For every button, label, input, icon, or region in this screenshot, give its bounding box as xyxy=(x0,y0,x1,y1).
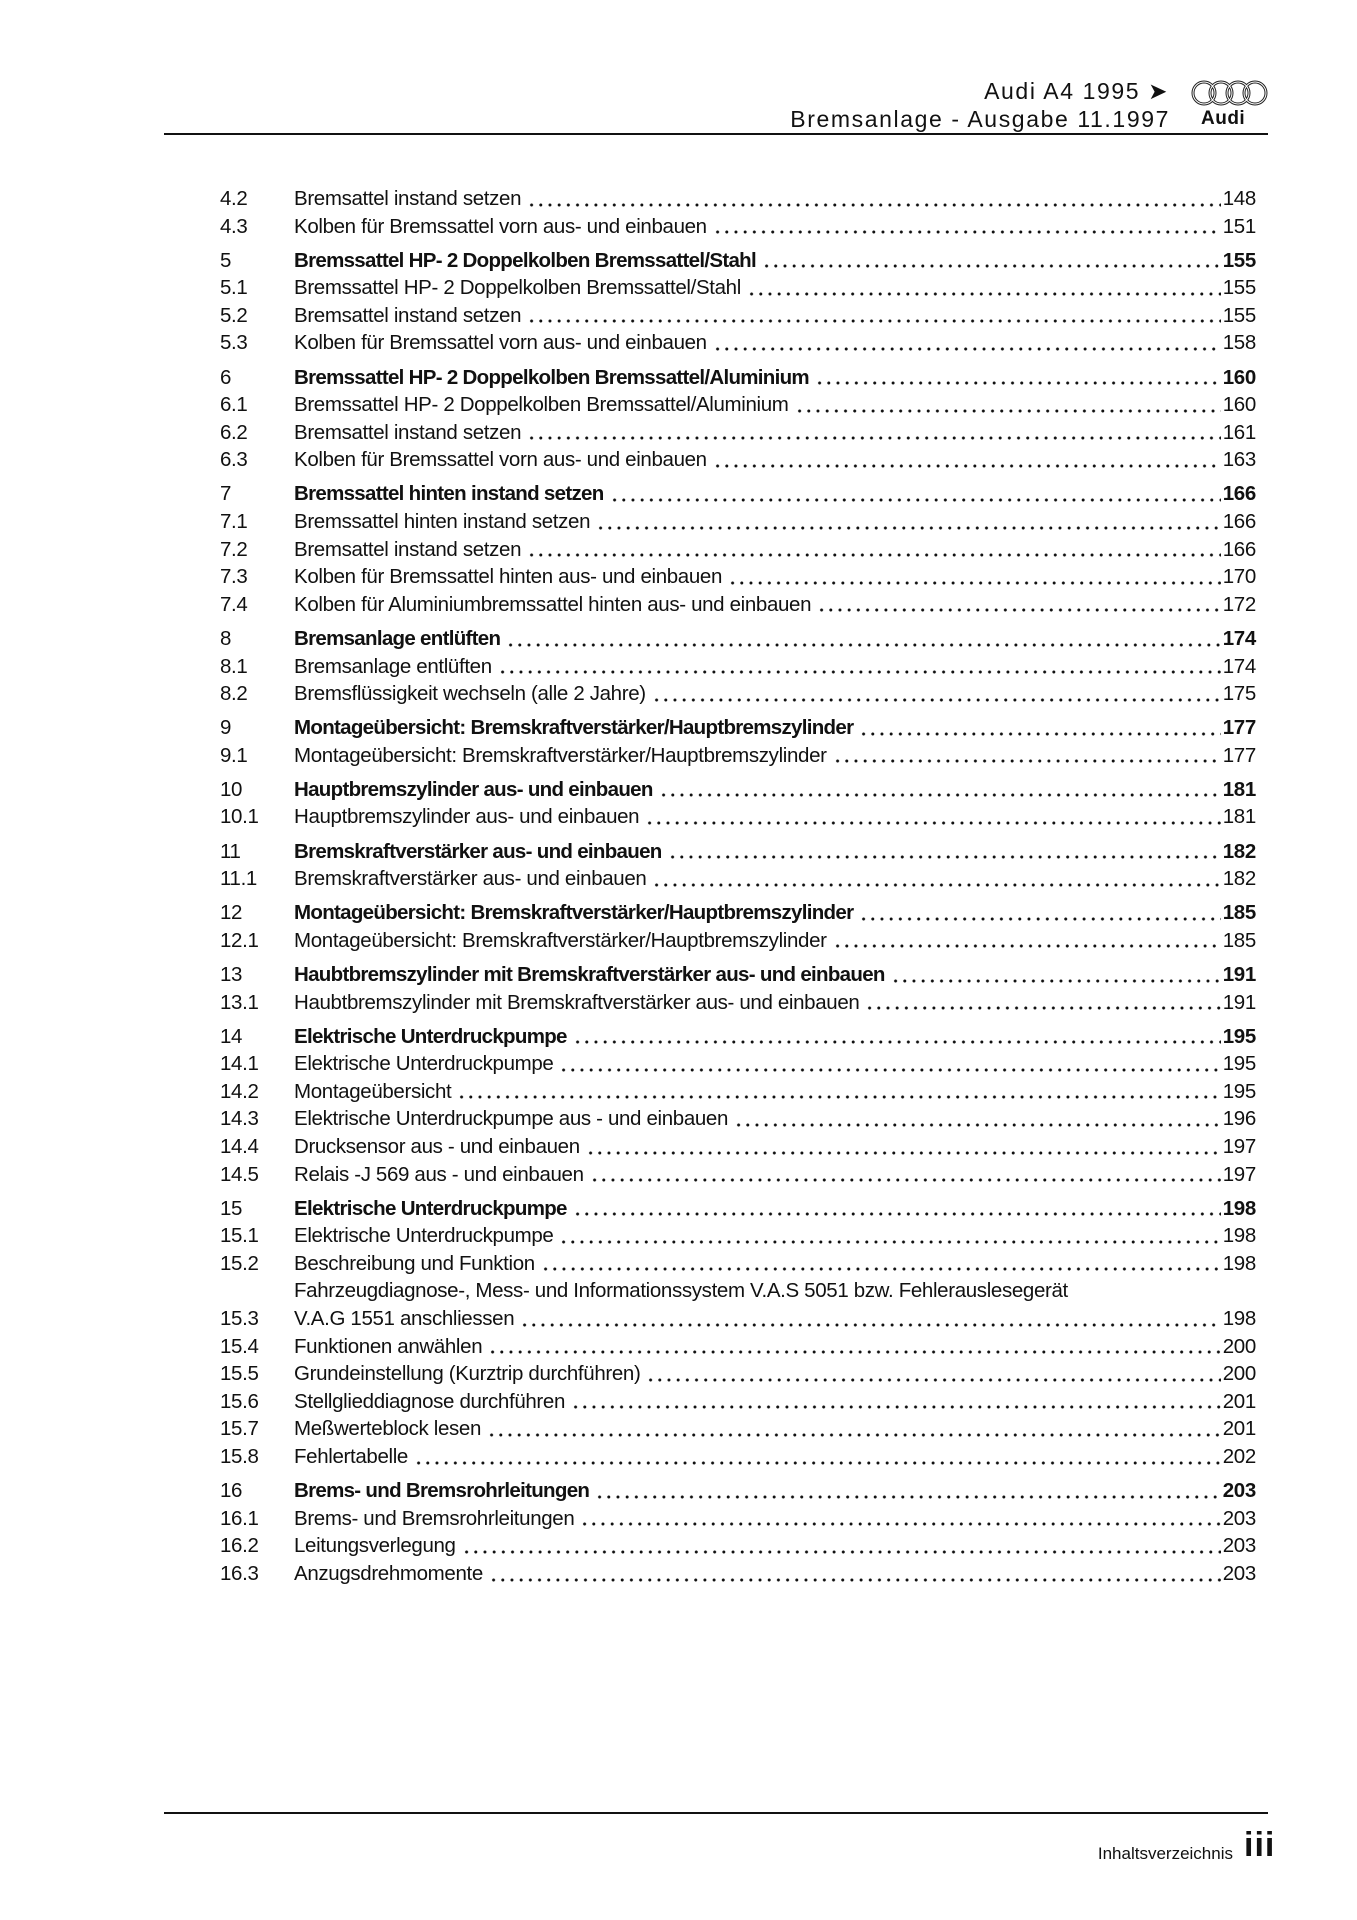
toc-title: Montageübersicht: Bremskraftverstärker/Hauptbremszylinder xyxy=(294,716,854,740)
footer-section: Inhaltsverzeichnis xyxy=(1097,1844,1233,1863)
toc-page: 195 xyxy=(1222,1079,1256,1103)
toc-title: Montageübersicht: Bremskraftverstärker/Hauptbremszylinder xyxy=(294,743,827,767)
toc-entry[interactable] xyxy=(220,989,1256,1017)
toc-number: 14.1 xyxy=(220,1052,259,1076)
toc-entry[interactable] xyxy=(220,508,1256,536)
dot-leader xyxy=(590,1161,1221,1189)
toc-title: Bremssattel hinten instand setzen xyxy=(294,510,591,534)
toc-title: Bremssattel HP- 2 Doppelkolben Bremssattel/Stahl xyxy=(294,248,756,272)
toc-number: 12 xyxy=(220,901,243,925)
toc-chapter[interactable] xyxy=(220,1195,1256,1223)
toc-title: Bremssattel hinten instand setzen xyxy=(294,482,604,506)
toc-number: 16.1 xyxy=(220,1506,259,1530)
toc-number: 6.2 xyxy=(220,420,248,444)
toc-page: 203 xyxy=(1222,1561,1256,1585)
dot-leader xyxy=(596,508,1221,536)
dot-leader xyxy=(573,1195,1221,1223)
toc-number: 15.4 xyxy=(220,1334,259,1358)
toc-title: Bremsanlage entlüften xyxy=(294,626,501,650)
toc-page: 202 xyxy=(1222,1445,1256,1469)
toc-entry[interactable] xyxy=(220,803,1256,831)
dot-leader xyxy=(573,1023,1221,1051)
toc-title: Fahrzeugdiagnose-, Mess- und Informationssystem V.A.S 5051 bzw. Fehlerauslesegerät xyxy=(294,1279,1068,1303)
toc-page: 195 xyxy=(1222,1052,1256,1076)
dot-leader xyxy=(457,1078,1220,1106)
toc-page: 181 xyxy=(1222,805,1256,829)
dot-leader xyxy=(865,989,1220,1017)
toc-number: 14.3 xyxy=(220,1107,259,1131)
toc-title: Kolben für Bremssattel vorn aus- und einbauen xyxy=(294,214,707,238)
dot-leader xyxy=(580,1505,1220,1533)
dot-leader xyxy=(520,1305,1220,1333)
dot-leader xyxy=(610,480,1221,508)
toc-number: 7.1 xyxy=(220,510,248,534)
toc-chapter[interactable] xyxy=(220,480,1256,508)
toc-page: 160 xyxy=(1222,365,1256,389)
toc-chapter[interactable] xyxy=(220,714,1256,742)
toc-page: 185 xyxy=(1222,928,1256,952)
toc-title: Beschreibung und Funktion xyxy=(294,1251,535,1275)
toc-entry[interactable] xyxy=(220,274,1256,302)
toc-entry[interactable] xyxy=(220,1505,1256,1533)
toc-page: 174 xyxy=(1222,654,1256,678)
toc-title: Meßwerteblock lesen xyxy=(294,1417,482,1441)
toc-number: 4.3 xyxy=(220,214,248,238)
toc-chapter[interactable] xyxy=(220,364,1256,392)
toc-title: Haubtbremszylinder mit Bremskraftverstärker aus- und einbauen xyxy=(294,990,860,1014)
dot-leader xyxy=(559,1050,1220,1078)
toc-page: 166 xyxy=(1222,510,1256,534)
toc-title: Leitungsverlegung xyxy=(294,1534,456,1558)
dot-leader xyxy=(559,1222,1220,1250)
toc-number: 6.3 xyxy=(220,448,248,472)
toc-page: 155 xyxy=(1222,276,1256,300)
toc-entry[interactable] xyxy=(220,213,1256,241)
toc-page: 166 xyxy=(1222,537,1256,561)
toc-number: 8.2 xyxy=(220,682,248,706)
header-subtitle: Bremsanlage - Ausgabe 11.1997 xyxy=(790,106,1170,132)
toc-page: 158 xyxy=(1222,331,1256,355)
toc-page: 175 xyxy=(1222,682,1256,706)
toc-page: 170 xyxy=(1222,565,1256,589)
footer-page-number: iii xyxy=(1244,1826,1276,1864)
toc-title: Bremssattel HP- 2 Doppelkolben Bremssattel/Aluminium xyxy=(294,365,809,389)
toc-title: Bremsattel instand setzen xyxy=(294,537,522,561)
toc-title: Elektrische Unterdruckpumpe xyxy=(294,1224,554,1248)
toc-title: Fehlertabelle xyxy=(294,1445,408,1469)
dot-leader xyxy=(668,838,1221,866)
toc-entry[interactable] xyxy=(220,391,1256,419)
toc-title: Montageübersicht xyxy=(294,1079,452,1103)
toc-number: 15.2 xyxy=(220,1251,259,1275)
dot-leader xyxy=(571,1388,1221,1416)
toc-number: 14 xyxy=(220,1024,243,1048)
toc-number: 6 xyxy=(220,365,232,389)
toc-entry[interactable] xyxy=(220,446,1256,474)
toc-title: Elektrische Unterdruckpumpe xyxy=(294,1024,567,1048)
toc-number: 7.4 xyxy=(220,592,248,616)
toc-number: 16.3 xyxy=(220,1561,259,1585)
toc-entry[interactable] xyxy=(220,1161,1256,1189)
toc-number: 15.5 xyxy=(220,1362,259,1386)
toc-title: Grundeinstellung (Kurztrip durchführen) xyxy=(294,1362,641,1386)
table-of-contents xyxy=(220,185,1256,1588)
dot-leader xyxy=(762,247,1221,275)
toc-number: 4.2 xyxy=(220,187,248,210)
toc-chapter[interactable] xyxy=(220,961,1256,989)
toc-page: 182 xyxy=(1222,867,1256,891)
audi-rings-logo xyxy=(1190,78,1270,108)
toc-number: 7 xyxy=(220,482,232,506)
toc-number: 15.7 xyxy=(220,1417,259,1441)
toc-page: 161 xyxy=(1222,420,1256,444)
toc-entry[interactable] xyxy=(220,1133,1256,1161)
toc-page: 201 xyxy=(1222,1389,1256,1413)
dot-leader xyxy=(891,961,1221,989)
toc-entry[interactable] xyxy=(220,185,1256,213)
toc-page: 198 xyxy=(1222,1224,1256,1248)
toc-page: 174 xyxy=(1222,626,1256,650)
toc-title: Bremsanlage entlüften xyxy=(294,654,492,678)
toc-page: 203 xyxy=(1222,1506,1256,1530)
audi-wordmark: Audi xyxy=(1201,108,1246,129)
toc-entry[interactable] xyxy=(220,1333,1256,1361)
dot-leader xyxy=(646,1360,1220,1388)
toc-page: 151 xyxy=(1222,214,1256,238)
toc-title: Bremskraftverstärker aus- und einbauen xyxy=(294,839,662,863)
toc-chapter[interactable] xyxy=(220,899,1256,927)
toc-chapter[interactable] xyxy=(220,1023,1256,1051)
toc-title: Bremskraftverstärker aus- und einbauen xyxy=(294,867,647,891)
dot-leader xyxy=(645,803,1220,831)
dot-leader xyxy=(595,1477,1220,1505)
toc-title: Elektrische Unterdruckpumpe xyxy=(294,1052,554,1076)
toc-number: 16.2 xyxy=(220,1534,259,1558)
toc-entry[interactable] xyxy=(220,742,1256,770)
toc-title: Anzugsdrehmomente xyxy=(294,1561,483,1585)
toc-number: 9.1 xyxy=(220,743,248,767)
dot-leader xyxy=(859,899,1220,927)
toc-number: 10.1 xyxy=(220,805,259,829)
dot-leader xyxy=(833,742,1221,770)
toc-page: 200 xyxy=(1222,1334,1256,1358)
dot-leader xyxy=(859,714,1220,742)
toc-title: Kolben für Aluminiumbremssattel hinten aus- und einbauen xyxy=(294,592,812,616)
toc-entry[interactable] xyxy=(220,1388,1256,1416)
toc-title: Drucksensor aus - und einbauen xyxy=(294,1135,580,1158)
toc-title: Bremsattel instand setzen xyxy=(294,303,522,327)
toc-title-continued: V.A.G 1551 anschliessen xyxy=(294,1307,515,1331)
toc-entry[interactable] xyxy=(220,419,1256,447)
toc-number: 14.2 xyxy=(220,1079,259,1103)
toc-number: 14.4 xyxy=(220,1135,259,1158)
toc-number: 11 xyxy=(220,839,241,863)
toc-chapter[interactable] xyxy=(220,838,1256,866)
toc-entry[interactable] xyxy=(220,680,1256,708)
toc-number: 15.8 xyxy=(220,1445,259,1469)
toc-page: 203 xyxy=(1222,1479,1256,1503)
toc-page: 200 xyxy=(1222,1362,1256,1386)
toc-chapter[interactable] xyxy=(220,776,1256,804)
toc-page: 198 xyxy=(1222,1307,1256,1331)
toc-title: Bremssattel HP- 2 Doppelkolben Bremssattel/Aluminium xyxy=(294,393,789,417)
toc-title: Hauptbremszylinder aus- und einbauen xyxy=(294,805,640,829)
toc-number: 11.1 xyxy=(220,867,257,891)
dot-leader xyxy=(652,680,1221,708)
toc-number: 5.1 xyxy=(220,276,248,300)
dot-leader xyxy=(498,653,1221,681)
toc-page: 185 xyxy=(1222,901,1256,925)
toc-title: Kolben für Bremssattel vorn aus- und einbauen xyxy=(294,448,707,472)
toc-page: 201 xyxy=(1222,1417,1256,1441)
toc-page: 198 xyxy=(1222,1196,1256,1220)
toc-number: 12.1 xyxy=(220,928,259,952)
toc-entry[interactable] xyxy=(220,1415,1256,1443)
toc-number: 15.6 xyxy=(220,1389,259,1413)
dot-leader xyxy=(527,536,1221,564)
toc-number: 6.1 xyxy=(220,393,248,417)
toc-entry[interactable] xyxy=(220,1250,1256,1278)
toc-number: 15.1 xyxy=(220,1224,259,1248)
toc-page: 203 xyxy=(1222,1534,1256,1558)
toc-page: 160 xyxy=(1222,393,1256,417)
dot-leader xyxy=(833,927,1221,955)
toc-entry[interactable] xyxy=(220,591,1256,619)
toc-page: 182 xyxy=(1222,839,1256,863)
dot-leader xyxy=(728,563,1221,591)
toc-page: 177 xyxy=(1222,743,1256,767)
toc-page: 181 xyxy=(1222,777,1256,801)
toc-title: Haubtbremszylinder mit Bremskraftverstärker aus- und einbauen xyxy=(294,962,885,986)
toc-number: 16 xyxy=(220,1479,243,1503)
toc-number: 14.5 xyxy=(220,1162,259,1186)
dot-leader xyxy=(527,419,1221,447)
toc-title: Bremssattel HP- 2 Doppelkolben Bremssattel/Stahl xyxy=(294,276,741,300)
dot-leader xyxy=(734,1105,1221,1133)
toc-page: 177 xyxy=(1222,716,1256,740)
dot-leader xyxy=(817,591,1221,619)
toc-number: 13 xyxy=(220,962,243,986)
toc-number: 7.3 xyxy=(220,565,248,589)
toc-chapter[interactable] xyxy=(220,247,1256,275)
toc-title: Funktionen anwählen xyxy=(294,1334,483,1358)
dot-leader xyxy=(527,302,1221,330)
toc-title: Brems- und Bremsrohrleitungen xyxy=(294,1506,575,1530)
toc-entry[interactable] xyxy=(220,1050,1256,1078)
toc-chapter[interactable] xyxy=(220,1477,1256,1505)
dot-leader xyxy=(489,1560,1221,1588)
dot-leader xyxy=(815,364,1221,392)
toc-title: Elektrische Unterdruckpumpe aus - und einbauen xyxy=(294,1107,729,1131)
toc-page: 155 xyxy=(1222,248,1256,272)
toc-number: 5.2 xyxy=(220,303,248,327)
dot-leader xyxy=(713,446,1221,474)
toc-page: 172 xyxy=(1222,592,1256,616)
toc-entry[interactable] xyxy=(220,865,1256,893)
toc-title: Elektrische Unterdruckpumpe xyxy=(294,1196,567,1220)
toc-entry[interactable] xyxy=(220,1222,1256,1250)
toc-title: Kolben für Bremssattel hinten aus- und einbauen xyxy=(294,565,723,589)
dot-leader xyxy=(414,1443,1221,1471)
toc-chapter[interactable] xyxy=(220,625,1256,653)
header-model: Audi A4 1995 ➤ xyxy=(984,78,1169,104)
toc-entry[interactable] xyxy=(220,1105,1256,1133)
toc-title: Montageübersicht: Bremskraftverstärker/Hauptbremszylinder xyxy=(294,901,854,925)
dot-leader xyxy=(652,865,1220,893)
dot-leader xyxy=(747,274,1221,302)
toc-title: Bremsattel instand setzen xyxy=(294,187,522,210)
dot-leader xyxy=(541,1250,1221,1278)
dot-leader xyxy=(713,329,1221,357)
toc-number: 8 xyxy=(220,626,232,650)
toc-entry[interactable] xyxy=(220,1532,1256,1560)
dot-leader xyxy=(487,1415,1221,1443)
dot-leader xyxy=(506,625,1220,653)
dot-leader xyxy=(488,1333,1220,1361)
header-rule xyxy=(164,133,1268,135)
toc-page: 163 xyxy=(1222,448,1256,472)
toc-title: Bremsflüssigkeit wechseln (alle 2 Jahre) xyxy=(294,682,646,706)
toc-page: 166 xyxy=(1222,482,1256,506)
dot-leader xyxy=(527,185,1221,213)
toc-number: 9 xyxy=(220,716,232,740)
toc-entry[interactable] xyxy=(220,329,1256,357)
toc-entry[interactable] xyxy=(220,927,1256,955)
toc-number: 5 xyxy=(220,248,232,272)
toc-page: 198 xyxy=(1222,1251,1256,1275)
toc-entry[interactable] xyxy=(220,536,1256,564)
toc-number: 15.3 xyxy=(220,1307,259,1331)
toc-entry[interactable] xyxy=(220,1078,1256,1106)
toc-title: Relais -J 569 aus - und einbauen xyxy=(294,1162,584,1186)
toc-page: 197 xyxy=(1222,1135,1256,1158)
toc-number: 13.1 xyxy=(220,990,259,1014)
dot-leader xyxy=(795,391,1221,419)
toc-title: Montageübersicht: Bremskraftverstärker/Hauptbremszylinder xyxy=(294,928,827,952)
toc-entry[interactable] xyxy=(220,302,1256,330)
toc-page: 196 xyxy=(1222,1107,1256,1131)
toc-entry[interactable] xyxy=(220,1560,1256,1588)
toc-page: 195 xyxy=(1222,1024,1256,1048)
dot-leader xyxy=(462,1532,1221,1560)
footer-rule xyxy=(164,1812,1268,1814)
toc-entry[interactable] xyxy=(220,1360,1256,1388)
dot-leader xyxy=(586,1133,1221,1161)
toc-number: 10 xyxy=(220,777,243,801)
toc-number: 5.3 xyxy=(220,331,248,355)
toc-entry[interactable] xyxy=(220,1443,1256,1471)
toc-entry[interactable] xyxy=(220,653,1256,681)
toc-page: 197 xyxy=(1222,1162,1256,1186)
toc-number: 15 xyxy=(220,1196,243,1220)
toc-page: 191 xyxy=(1222,990,1256,1014)
toc-number: 7.2 xyxy=(220,537,248,561)
toc-title: Bremsattel instand setzen xyxy=(294,420,522,444)
toc-title: Kolben für Bremssattel vorn aus- und einbauen xyxy=(294,331,707,355)
toc-number: 8.1 xyxy=(220,654,248,678)
dot-leader xyxy=(713,213,1221,241)
toc-title: Hauptbremszylinder aus- und einbauen xyxy=(294,777,653,801)
toc-page: 148 xyxy=(1222,187,1256,210)
toc-title: Stellglieddiagnose durchführen xyxy=(294,1389,566,1413)
toc-page: 191 xyxy=(1222,962,1256,986)
toc-entry[interactable] xyxy=(220,1277,1256,1332)
toc-page: 155 xyxy=(1222,303,1256,327)
toc-title: Brems- und Bremsrohrleitungen xyxy=(294,1479,590,1503)
dot-leader xyxy=(659,776,1221,804)
toc-entry[interactable] xyxy=(220,563,1256,591)
